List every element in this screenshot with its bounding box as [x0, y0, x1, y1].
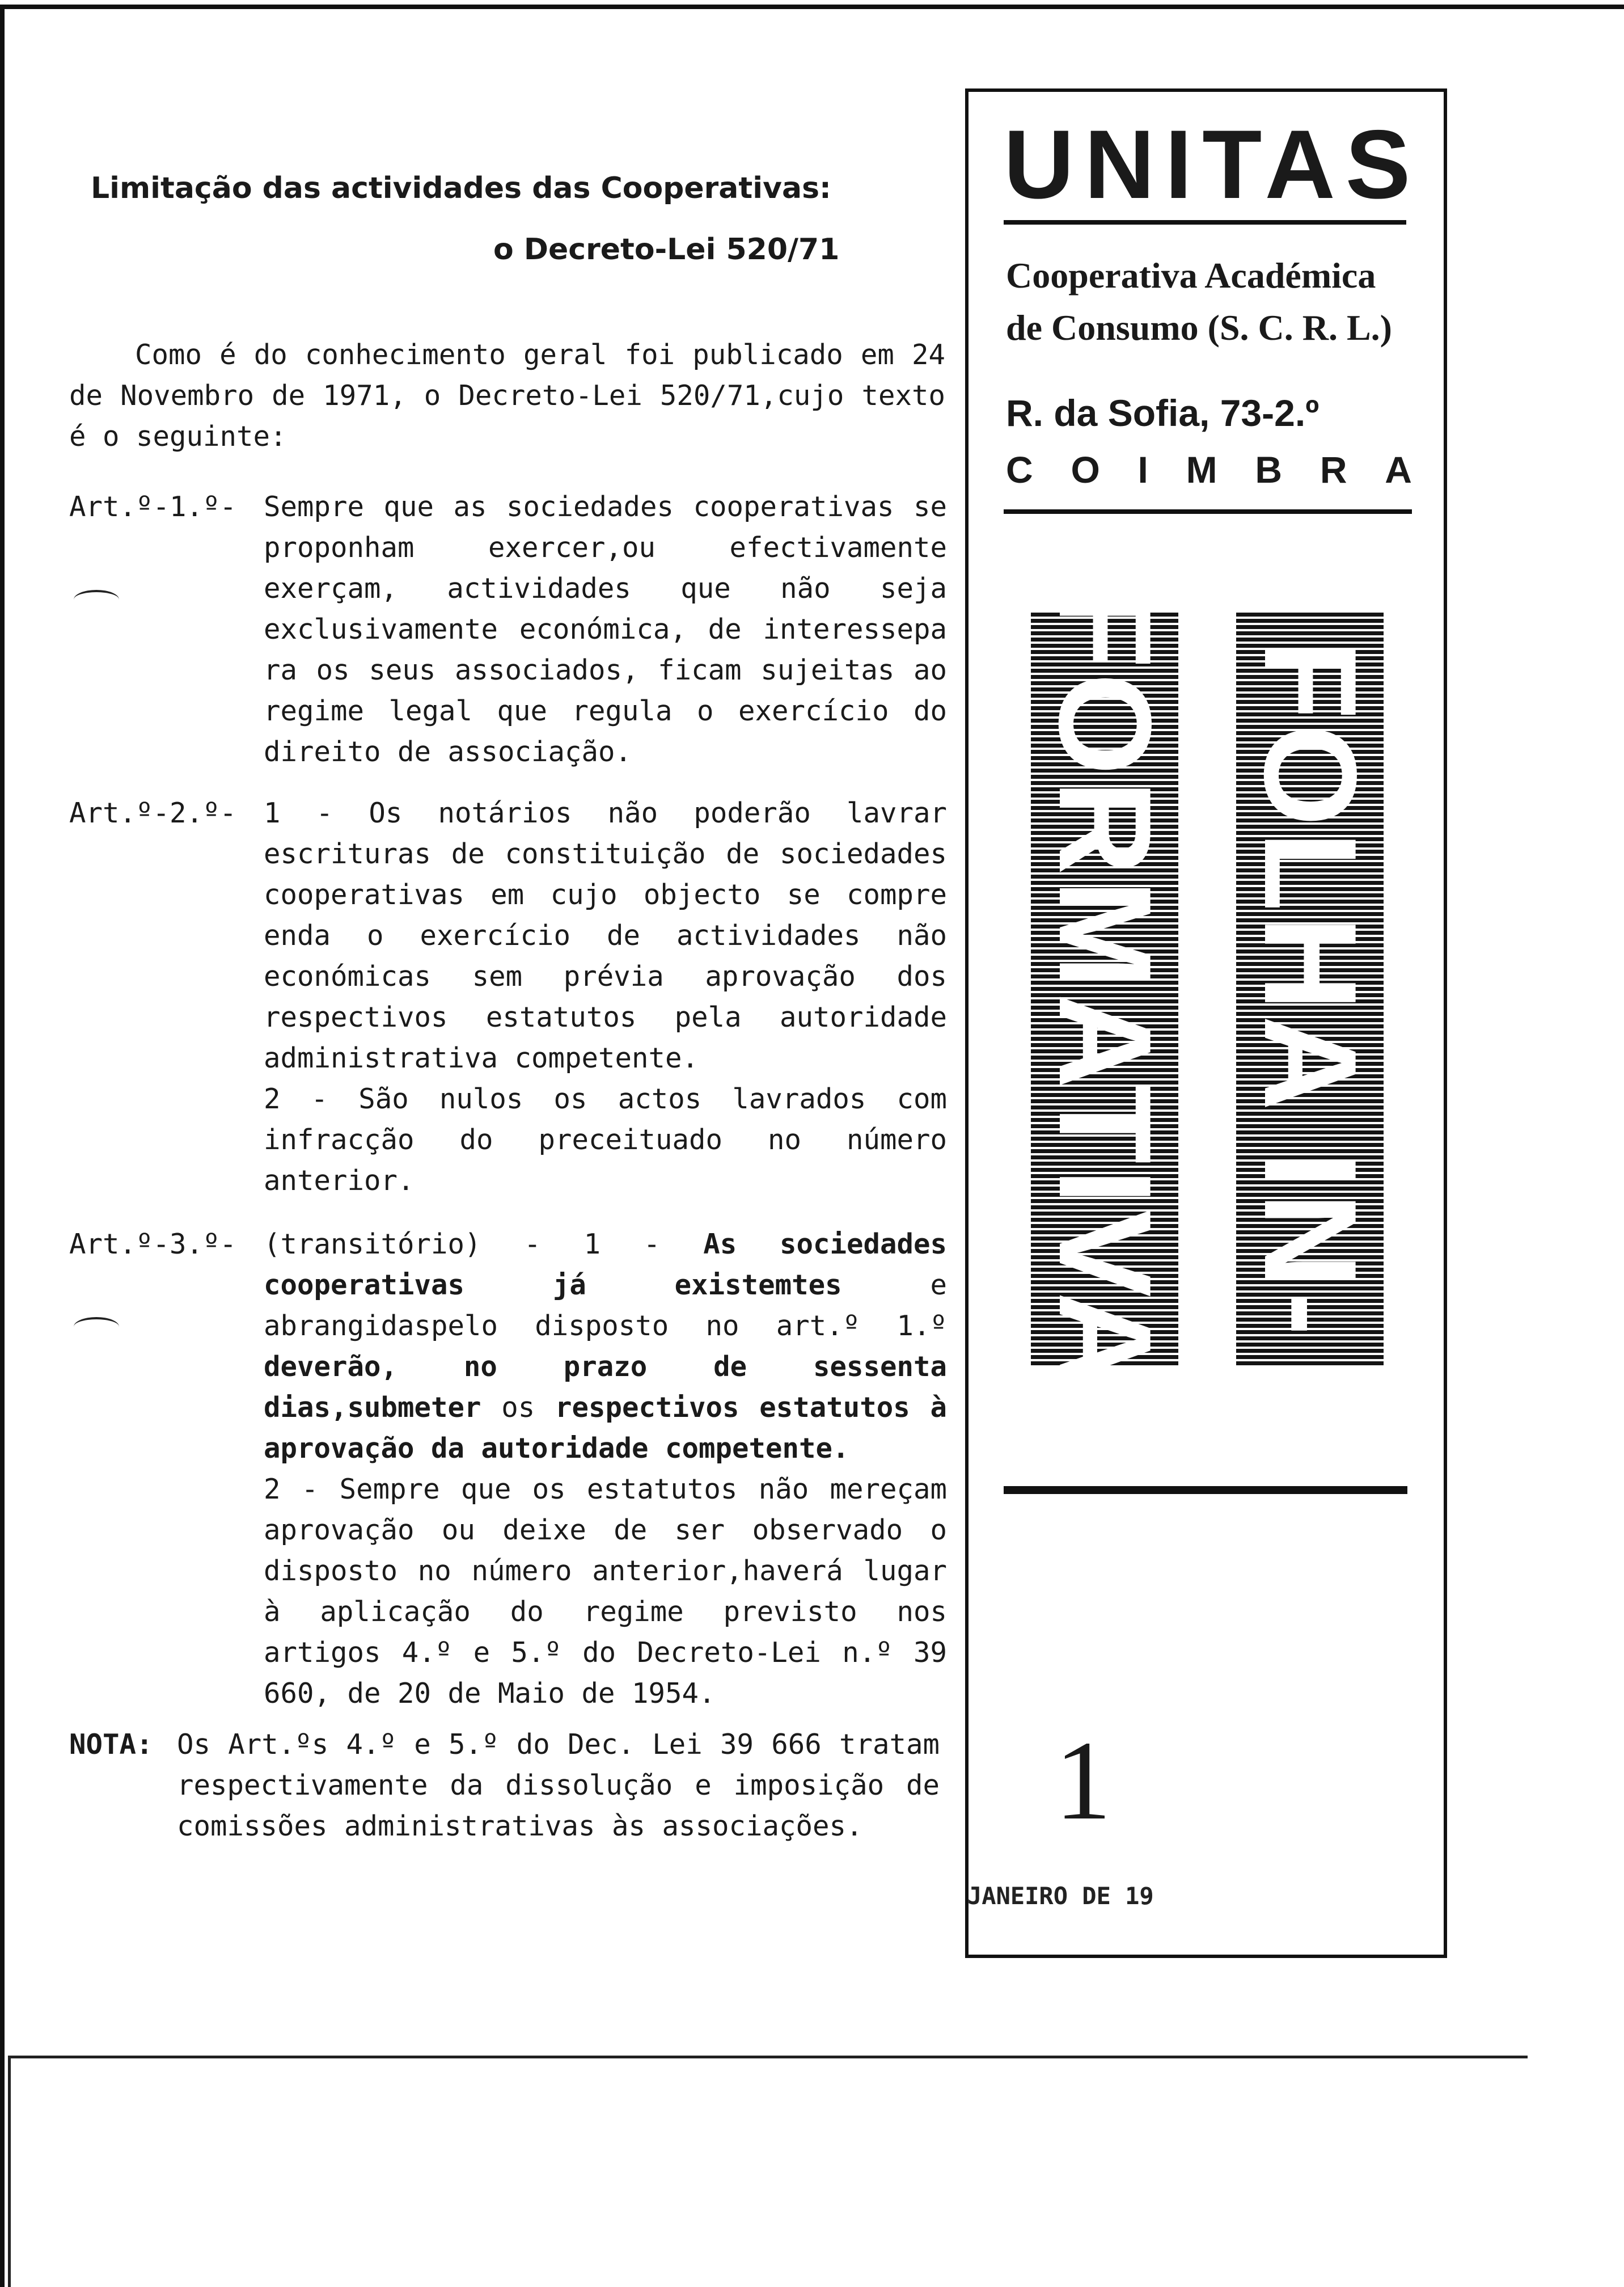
article-title: Limitação das actividades das Cooperativas: — [91, 171, 831, 205]
note-text: Os Art.ºs 4.º e 5.º do Dec. Lei 39 666 tratam respectivamente da dissolução e imposição de comissões administrativas às associações. — [177, 1728, 940, 1842]
cooperative-name-line-2: de Consumo (S. C. R. L.) — [1006, 307, 1392, 348]
city-letter: A — [1385, 449, 1412, 491]
article-3-p1-part: os — [481, 1391, 555, 1424]
margin-mark — [74, 590, 119, 609]
article-3-paragraph-2: 2 - Sempre que os estatutos não mereçam aprovação ou deixe de ser observado o disposto no número anterior,haverá lugar à aplicação do regime previsto nos artigos 4.º e 5.º do Decreto-Lei n.º 39 660, de 20 de Maio de 1954. — [264, 1473, 947, 1710]
article-3-p1-bold: deverão, no prazo de sessenta dias,submeter — [264, 1351, 947, 1424]
article-3-paragraph-1 — [264, 1224, 947, 1469]
city-letter: I — [1137, 449, 1148, 491]
issue-date: JANEIRO DE 19 — [967, 1882, 1154, 1910]
city-letter: O — [1071, 449, 1100, 491]
cooperative-name — [1006, 250, 1414, 354]
article-3-p1-bold: respectivos estatutos à aprovação da autoridade competente. — [264, 1391, 947, 1465]
masthead-rule-thick — [1004, 1486, 1407, 1494]
margin-mark — [74, 1317, 119, 1336]
article-1-text: Sempre que as sociedades cooperativas se proponham exercer,ou efectivamente exerçam, actividades que não seja exclusivamente económica, de interessepa ra os seus associados, ficam sujeitas ao regime legal que regula o exercício do direito de associação. — [264, 491, 947, 768]
article-3-p1-bold: As sociedades cooperativas já existemtes — [264, 1228, 947, 1301]
article-1-number: Art.º-1.º- — [69, 491, 237, 523]
article-2-paragraph-1: 1 - Os notários não poderão lavrar escrituras de constituição de sociedades cooperativas em cujo objecto se compre enda o exercício de actividades não económicas sem prévia aprovação dos respectivos estatutos pela autoridade administrativa competente. — [264, 797, 947, 1074]
article-2-number: Art.º-2.º- — [69, 797, 237, 829]
intro-paragraph: Como é do conhecimento geral foi publicado em 24 de Novembro de 1971, o Decreto-Lei 520/71,cujo texto é o seguinte: — [69, 339, 945, 453]
city-letter: B — [1255, 449, 1283, 491]
city-letter: C — [1006, 449, 1033, 491]
scan-top-edge — [0, 5, 1624, 9]
cooperative-address: R. da Sofia, 73-2.º — [1006, 392, 1320, 434]
city-letter: M — [1186, 449, 1217, 491]
cooperative-city — [1006, 448, 1412, 491]
article-3-text — [264, 1224, 947, 1714]
vertical-banner-formativa — [1031, 588, 1178, 1392]
article-2-paragraph-2: 2 - São nulos os actos lavrados com infracção do preceituado no número anterior. — [264, 1083, 947, 1197]
vertical-banner-text: FOLHA IN- — [1237, 639, 1384, 1341]
masthead-rule — [1004, 220, 1406, 225]
article-subtitle: o Decreto-Lei 520/71 — [493, 233, 840, 267]
article-2-text — [264, 793, 947, 1201]
cooperative-name-line-1: Cooperativa Académica — [1006, 255, 1376, 296]
page-bottom-edge — [8, 2056, 1528, 2058]
scan-left-edge — [0, 5, 5, 2287]
issue-number: 1 — [1055, 1718, 1111, 1843]
masthead-rule — [1004, 509, 1412, 514]
note-label: NOTA: — [69, 1728, 153, 1761]
article-3-p1-part: e abrangidaspelo disposto no art.º 1.º — [264, 1269, 947, 1342]
city-letter: R — [1320, 449, 1347, 491]
vertical-banner-folha — [1236, 613, 1384, 1367]
masthead-brand: UNITAS — [1004, 110, 1421, 219]
article-3-number: Art.º-3.º- — [69, 1228, 237, 1260]
article-3-p1-part: (transitório) - 1 - — [264, 1228, 704, 1260]
page-bottom-left-edge — [8, 2056, 11, 2287]
vertical-banner-text: FORMATIVA — [1031, 588, 1178, 1392]
